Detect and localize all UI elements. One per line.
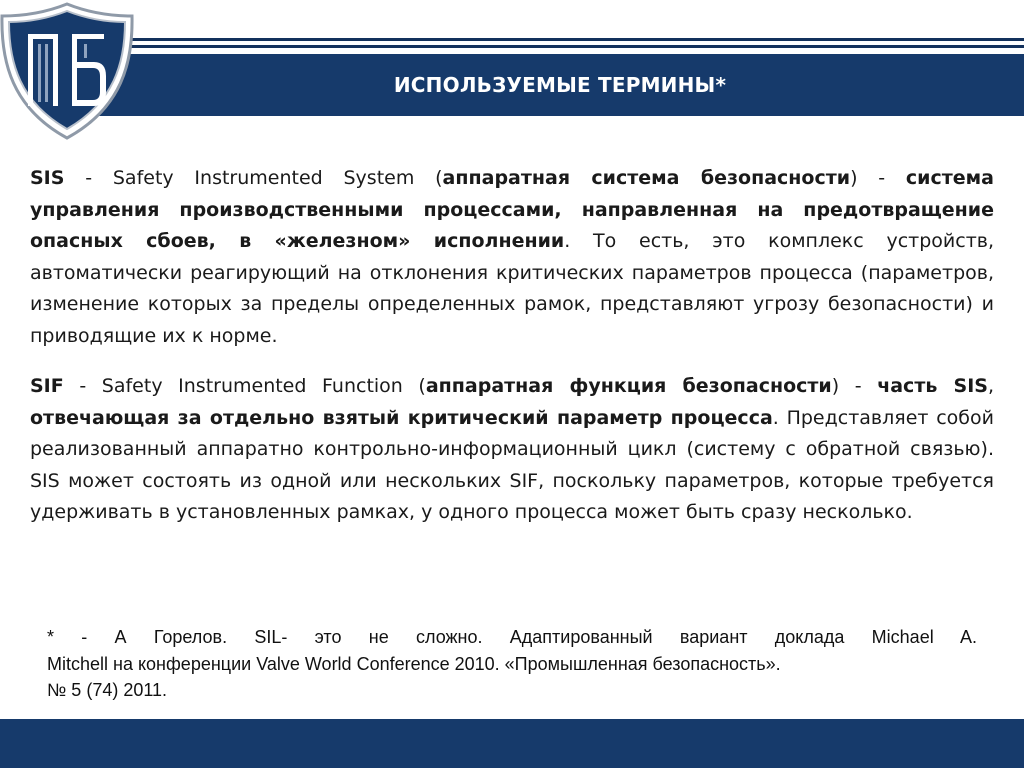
term-expansion: Safety Instrumented System ( — [112, 167, 443, 189]
term-definition-part2: отвечающая за отдельно взятый критический параметр процесса — [30, 406, 773, 429]
footnote-line-1: * - А Горелов. SIL- это не сложно. Адаптированный вариант доклада Michael A. — [47, 627, 977, 647]
separator: ) - — [850, 167, 906, 189]
separator: ) - — [831, 375, 878, 397]
footer-bar — [0, 719, 1024, 768]
header-stripe-top — [130, 38, 1024, 41]
term-details: . То есть, это комплекс устройств, автоматически реагирующий на отклонения критических параметров процесса (параметров, изменение которых за пределы определенных рамок, представляют угрозу безопасности) и приводящие их к норме. — [30, 230, 995, 347]
slide-title: ИСПОЛЬЗУЕМЫЕ ТЕРМИНЫ* — [393, 73, 727, 97]
slide-content — [30, 163, 994, 529]
separator: - — [63, 375, 102, 397]
separator: - — [64, 167, 113, 189]
shield-logo-icon — [0, 0, 135, 140]
separator: , — [987, 375, 994, 397]
footnote-line-3: № 5 (74) 2011. — [47, 680, 168, 700]
term-definition: система управления производственными процессами, направленная на предотвращение опасных сбоев, в «железном» исполнении — [30, 167, 994, 252]
term-translation: аппаратная функция безопасности — [425, 375, 832, 397]
footnote — [47, 624, 977, 704]
term-expansion: Safety Instrumented Function ( — [101, 375, 426, 397]
term-sis — [30, 163, 994, 352]
term-definition-part1: часть SIS — [877, 375, 988, 397]
term-details: . Представляет собой реализованный аппаратно контрольно-информационный цикл (систему с обратной связью). SIS может состоять из одной или нескольких SIF, поскольку параметров, которые требуется удерживать в установленных рамках, у одного процесса может быть сразу несколько. — [30, 406, 994, 523]
term-sif — [30, 371, 994, 529]
header-stripe-middle — [130, 45, 1024, 48]
header — [0, 0, 1024, 130]
term-abbr: SIF — [30, 375, 64, 397]
term-translation: аппаратная система безопасности — [442, 167, 851, 189]
term-abbr: SIS — [30, 167, 65, 189]
footnote-line-2: Mitchell на конференции Valve World Conference 2010. «Промышленная безопасность». — [47, 653, 781, 674]
